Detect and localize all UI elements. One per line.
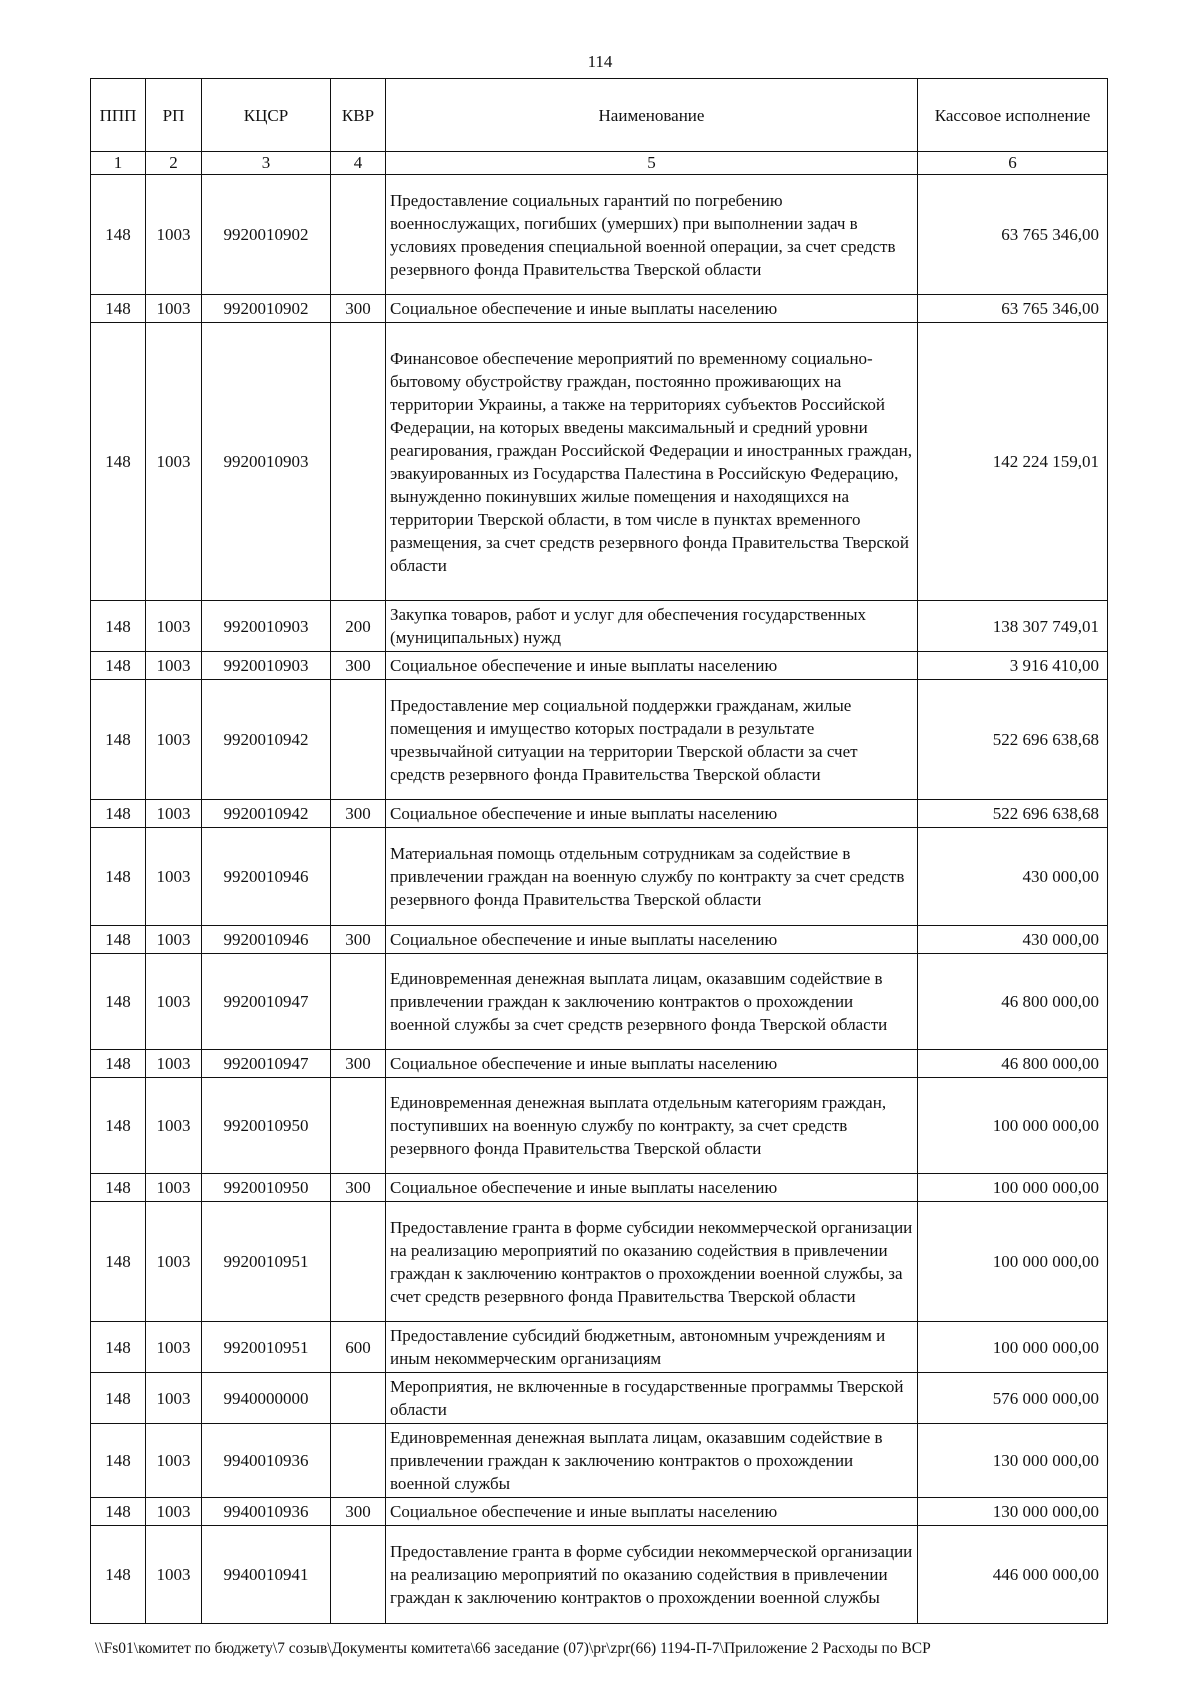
- column-number: 2: [146, 152, 202, 175]
- cell-kcsr: 9920010947: [202, 954, 331, 1050]
- header-rp: РП: [146, 79, 202, 152]
- cell-ppp: 148: [91, 1498, 146, 1526]
- cell-kcsr: 9940010936: [202, 1424, 331, 1498]
- cell-kcsr: 9920010950: [202, 1174, 331, 1202]
- cell-kcsr: 9920010942: [202, 800, 331, 828]
- header-kvr: КВР: [331, 79, 386, 152]
- cell-kcsr: 9920010946: [202, 828, 331, 926]
- cell-kvr: [331, 1078, 386, 1174]
- cell-name: Материальная помощь отдельным сотрудникам за содействие в привлечении граждан на военную службу по контракту за счет средств резервного фонда Правительства Тверской области: [386, 828, 918, 926]
- cell-name: Единовременная денежная выплата отдельным категориям граждан, поступивших на военную службу по контракту, за счет средств резервного фонда Правительства Тверской области: [386, 1078, 918, 1174]
- cell-amount: 430 000,00: [918, 828, 1108, 926]
- table-row: [91, 1424, 1108, 1498]
- cell-ppp: 148: [91, 1322, 146, 1373]
- cell-rp: 1003: [146, 652, 202, 680]
- cell-amount: 130 000 000,00: [918, 1424, 1108, 1498]
- cell-kvr: 200: [331, 601, 386, 652]
- cell-ppp: 148: [91, 1202, 146, 1322]
- table-row: [91, 800, 1108, 828]
- table-row: [91, 1322, 1108, 1373]
- cell-ppp: 148: [91, 175, 146, 295]
- cell-amount: 100 000 000,00: [918, 1078, 1108, 1174]
- cell-rp: 1003: [146, 295, 202, 323]
- cell-name: Предоставление гранта в форме субсидии некоммерческой организации на реализацию мероприятий по оказанию содействия в привлечении граждан к заключению контрактов о прохождении военной службы: [386, 1526, 918, 1624]
- cell-amount: 46 800 000,00: [918, 954, 1108, 1050]
- cell-amount: 100 000 000,00: [918, 1322, 1108, 1373]
- cell-rp: 1003: [146, 954, 202, 1050]
- cell-name: Единовременная денежная выплата лицам, оказавшим содействие в привлечении граждан к заключению контрактов о прохождении военной службы: [386, 1424, 918, 1498]
- table-row: [91, 1174, 1108, 1202]
- cell-name: Предоставление мер социальной поддержки гражданам, жилые помещения и имущество которых пострадали в результате чрезвычайной ситуации на территории Тверской области за счет средств резервного фонда Правительства Тверской области: [386, 680, 918, 800]
- cell-kvr: [331, 954, 386, 1050]
- cell-rp: 1003: [146, 323, 202, 601]
- table-row: [91, 1498, 1108, 1526]
- cell-kvr: 300: [331, 295, 386, 323]
- cell-kvr: [331, 323, 386, 601]
- cell-name: Социальное обеспечение и иные выплаты населению: [386, 800, 918, 828]
- table-row: [91, 1078, 1108, 1174]
- cell-name: Социальное обеспечение и иные выплаты населению: [386, 652, 918, 680]
- table-row: [91, 1202, 1108, 1322]
- cell-rp: 1003: [146, 1050, 202, 1078]
- cell-ppp: 148: [91, 1424, 146, 1498]
- cell-rp: 1003: [146, 800, 202, 828]
- column-number: 4: [331, 152, 386, 175]
- cell-kvr: [331, 1202, 386, 1322]
- cell-ppp: 148: [91, 1174, 146, 1202]
- cell-amount: 63 765 346,00: [918, 295, 1108, 323]
- cell-amount: 100 000 000,00: [918, 1174, 1108, 1202]
- cell-rp: 1003: [146, 926, 202, 954]
- cell-kcsr: 9940000000: [202, 1373, 331, 1424]
- cell-rp: 1003: [146, 175, 202, 295]
- page-number: 114: [587, 52, 613, 71]
- cell-name: Социальное обеспечение и иные выплаты населению: [386, 1050, 918, 1078]
- cell-ppp: 148: [91, 1078, 146, 1174]
- cell-name: Мероприятия, не включенные в государственные программы Тверской области: [386, 1373, 918, 1424]
- cell-kcsr: 9920010947: [202, 1050, 331, 1078]
- cell-name: Социальное обеспечение и иные выплаты населению: [386, 1498, 918, 1526]
- cell-rp: 1003: [146, 1078, 202, 1174]
- table-row: [91, 323, 1108, 601]
- cell-ppp: 148: [91, 800, 146, 828]
- cell-amount: 522 696 638,68: [918, 680, 1108, 800]
- cell-name: Предоставление социальных гарантий по погребению военнослужащих, погибших (умерших) при выполнении задач в условиях проведения специальной военной операции, за счет средств резервного фонда Правительства Тверской области: [386, 175, 918, 295]
- cell-amount: 138 307 749,01: [918, 601, 1108, 652]
- cell-kcsr: 9920010903: [202, 323, 331, 601]
- cell-kcsr: 9920010903: [202, 601, 331, 652]
- cell-ppp: 148: [91, 828, 146, 926]
- table-row: [91, 680, 1108, 800]
- cell-rp: 1003: [146, 601, 202, 652]
- column-number: 3: [202, 152, 331, 175]
- header-name: Наименование: [386, 79, 918, 152]
- cell-name: Закупка товаров, работ и услуг для обеспечения государственных (муниципальных) нужд: [386, 601, 918, 652]
- cell-amount: 130 000 000,00: [918, 1498, 1108, 1526]
- cell-amount: 430 000,00: [918, 926, 1108, 954]
- cell-kcsr: 9940010941: [202, 1526, 331, 1624]
- column-number: 6: [918, 152, 1108, 175]
- cell-rp: 1003: [146, 1373, 202, 1424]
- cell-amount: 522 696 638,68: [918, 800, 1108, 828]
- cell-kcsr: 9920010951: [202, 1322, 331, 1373]
- table-header-row: [91, 79, 1108, 152]
- cell-kvr: 300: [331, 800, 386, 828]
- cell-rp: 1003: [146, 1424, 202, 1498]
- cell-amount: 3 916 410,00: [918, 652, 1108, 680]
- header-amount: Кассовое исполнение: [918, 79, 1108, 152]
- cell-rp: 1003: [146, 1498, 202, 1526]
- cell-kvr: 300: [331, 652, 386, 680]
- cell-kvr: 300: [331, 1498, 386, 1526]
- cell-name: Финансовое обеспечение мероприятий по временному социально-бытовому обустройству граждан, постоянно проживающих на территории Украины, а также на территориях субъектов Российской Федерации, на которых введены максимальный и средний уровни реагирования, граждан Российской Федерации и иностранных граждан, эвакуированных из Государства Палестина в Российскую Федерацию, вынужденно покинувших жилые помещения и находящихся на территории Тверской области, в том числе в пунктах временного размещения, за счет средств резервного фонда Правительства Тверской области: [386, 323, 918, 601]
- column-number: 5: [386, 152, 918, 175]
- cell-rp: 1003: [146, 680, 202, 800]
- cell-ppp: 148: [91, 295, 146, 323]
- cell-ppp: 148: [91, 926, 146, 954]
- cell-name: Социальное обеспечение и иные выплаты населению: [386, 926, 918, 954]
- cell-amount: 63 765 346,00: [918, 175, 1108, 295]
- budget-expenditure-table: [90, 78, 1108, 1624]
- cell-kvr: 300: [331, 1174, 386, 1202]
- cell-kcsr: 9920010942: [202, 680, 331, 800]
- cell-amount: 142 224 159,01: [918, 323, 1108, 601]
- cell-name: Социальное обеспечение и иные выплаты населению: [386, 295, 918, 323]
- footer-file-path: \\Fs01\комитет по бюджету\7 созыв\Документы комитета\66 заседание (07)\pr\zpr(66) 1194-П-7\Приложение 2 Расходы по ВСР: [95, 1640, 931, 1657]
- cell-kcsr: 9920010951: [202, 1202, 331, 1322]
- cell-kvr: [331, 680, 386, 800]
- cell-amount: 446 000 000,00: [918, 1526, 1108, 1624]
- table-row: [91, 601, 1108, 652]
- cell-rp: 1003: [146, 1202, 202, 1322]
- cell-kvr: 300: [331, 1050, 386, 1078]
- cell-name: Предоставление субсидий бюджетным, автономным учреждениям и иным некоммерческим организациям: [386, 1322, 918, 1373]
- header-ppp: ППП: [91, 79, 146, 152]
- cell-kvr: [331, 828, 386, 926]
- cell-name: Социальное обеспечение и иные выплаты населению: [386, 1174, 918, 1202]
- cell-rp: 1003: [146, 1322, 202, 1373]
- cell-kvr: [331, 1526, 386, 1624]
- cell-kcsr: 9920010946: [202, 926, 331, 954]
- cell-kcsr: 9920010903: [202, 652, 331, 680]
- cell-kvr: [331, 1424, 386, 1498]
- column-number: 1: [91, 152, 146, 175]
- table-row: [91, 175, 1108, 295]
- cell-ppp: 148: [91, 1526, 146, 1624]
- cell-amount: 576 000 000,00: [918, 1373, 1108, 1424]
- table-row: [91, 295, 1108, 323]
- table-row: [91, 1050, 1108, 1078]
- table-row: [91, 1373, 1108, 1424]
- table-row: [91, 828, 1108, 926]
- table-row: [91, 652, 1108, 680]
- cell-rp: 1003: [146, 1526, 202, 1624]
- table-row: [91, 1526, 1108, 1624]
- cell-name: Единовременная денежная выплата лицам, оказавшим содействие в привлечении граждан к заключению контрактов о прохождении военной службы за счет средств резервного фонда Тверской области: [386, 954, 918, 1050]
- cell-kcsr: 9940010936: [202, 1498, 331, 1526]
- table-row: [91, 954, 1108, 1050]
- cell-name: Предоставление гранта в форме субсидии некоммерческой организации на реализацию мероприятий по оказанию содействия в привлечении граждан к заключению контрактов о прохождении военной службы, за счет средств резервного фонда Правительства Тверской области: [386, 1202, 918, 1322]
- cell-kvr: 300: [331, 926, 386, 954]
- cell-kcsr: 9920010902: [202, 175, 331, 295]
- cell-ppp: 148: [91, 1050, 146, 1078]
- cell-kvr: [331, 175, 386, 295]
- column-number-row: [91, 152, 1108, 175]
- header-kcsr: КЦСР: [202, 79, 331, 152]
- cell-ppp: 148: [91, 601, 146, 652]
- table-row: [91, 926, 1108, 954]
- cell-kvr: [331, 1373, 386, 1424]
- cell-kvr: 600: [331, 1322, 386, 1373]
- cell-kcsr: 9920010950: [202, 1078, 331, 1174]
- cell-ppp: 148: [91, 954, 146, 1050]
- cell-rp: 1003: [146, 1174, 202, 1202]
- cell-kcsr: 9920010902: [202, 295, 331, 323]
- cell-ppp: 148: [91, 652, 146, 680]
- cell-amount: 46 800 000,00: [918, 1050, 1108, 1078]
- cell-rp: 1003: [146, 828, 202, 926]
- cell-amount: 100 000 000,00: [918, 1202, 1108, 1322]
- cell-ppp: 148: [91, 323, 146, 601]
- cell-ppp: 148: [91, 1373, 146, 1424]
- cell-ppp: 148: [91, 680, 146, 800]
